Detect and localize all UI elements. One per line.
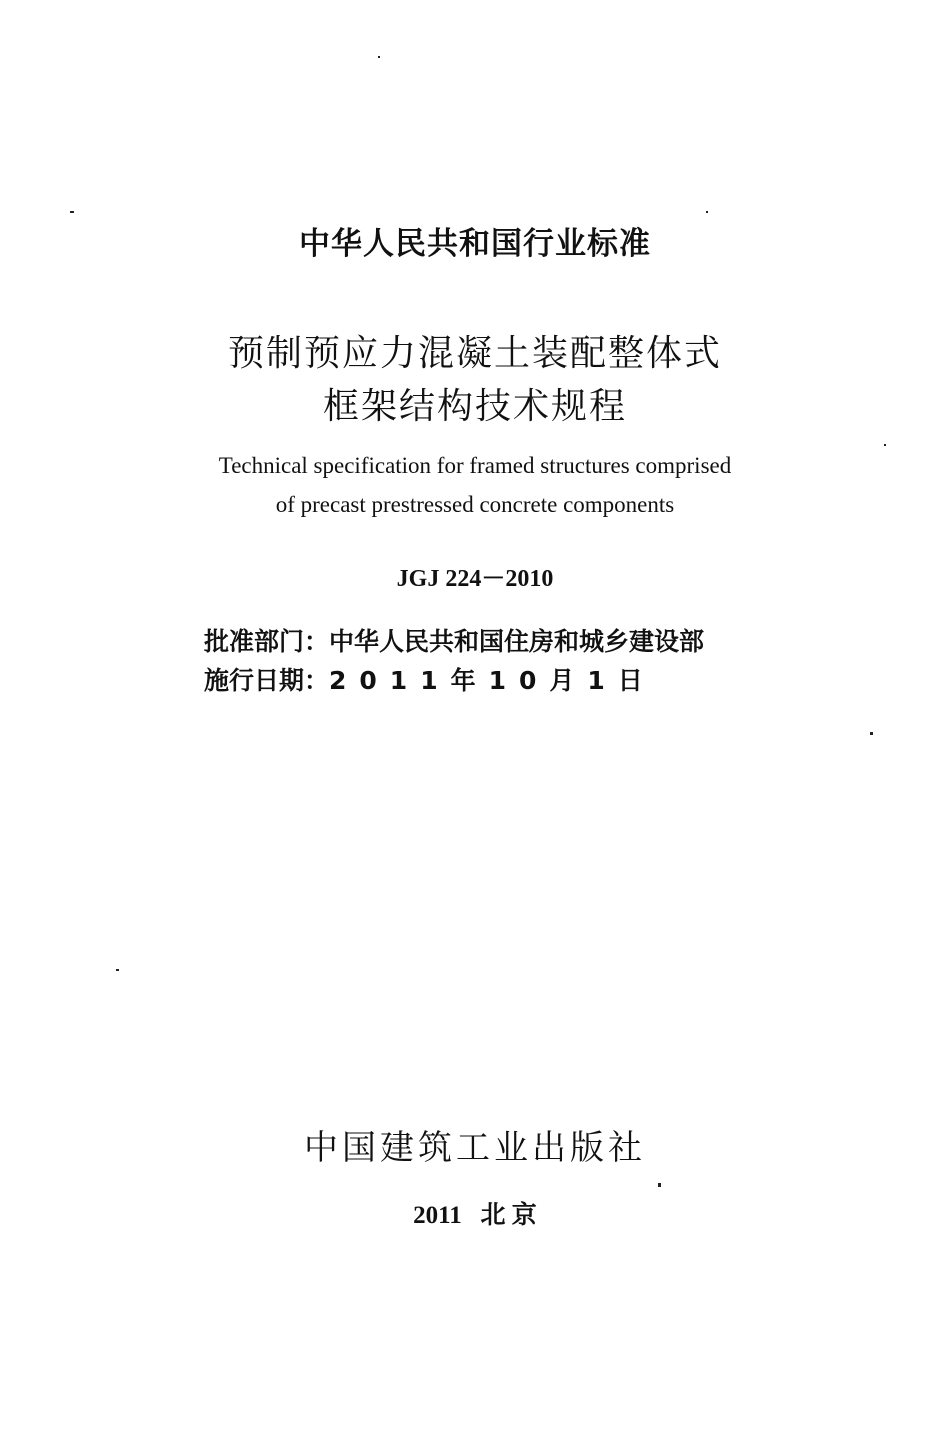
- effective-date-row: [204, 661, 656, 697]
- standard-type: 中华人民共和国行业标准: [299, 226, 651, 262]
- scan-speck: [884, 444, 886, 446]
- imprint: [0, 1195, 950, 1231]
- imprint-year: 2011: [413, 1202, 462, 1229]
- scan-speck: [116, 969, 119, 971]
- title-en-line-2: of precast prestressed concrete components: [275, 492, 675, 517]
- effective-date-label: 施行日期：: [204, 666, 330, 695]
- standard-code: JGJ 224－2010: [396, 566, 554, 592]
- publisher: 中国建筑工业出版社: [304, 1128, 646, 1168]
- scan-speck: [70, 211, 74, 213]
- scan-speck: [658, 1183, 661, 1187]
- approval-row: [204, 622, 704, 658]
- title-cn-line-2: 框架结构技术规程: [322, 386, 627, 427]
- title-cn-line-1: 预制预应力混凝土装配整体式: [227, 333, 722, 374]
- title-en-line-1: Technical specification for framed structures comprised: [218, 453, 732, 478]
- scan-speck: [378, 56, 380, 58]
- imprint-city: 北 京: [480, 1202, 537, 1229]
- scan-speck: [706, 211, 708, 213]
- approval-label: 批准部门：: [204, 627, 330, 656]
- approval-value: 中华人民共和国住房和城乡建设部: [329, 627, 705, 656]
- effective-date-value: 2011年10月1日: [329, 666, 656, 695]
- scan-speck: [870, 732, 873, 735]
